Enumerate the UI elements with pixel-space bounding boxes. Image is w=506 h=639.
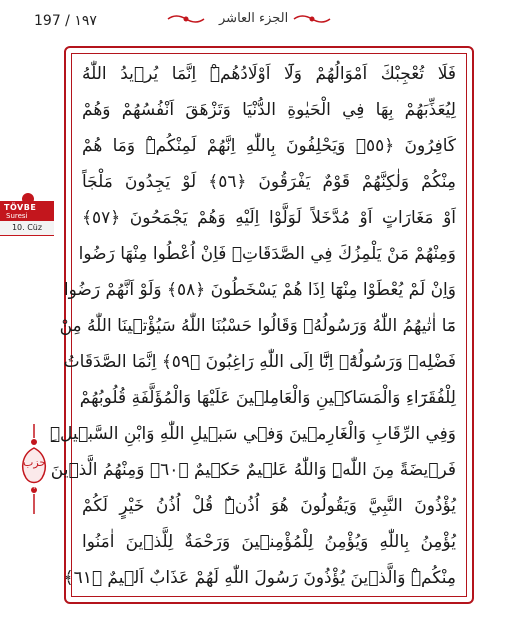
text-line: لِيُعَذِّبَهُمْ بِهَا فِي الْحَيٰوةِ الدُّنْيَا وَتَزْهَقَ اَنْفُسُهُمْ وَهُمْ (82, 100, 456, 120)
surah-label: Suresi (6, 212, 28, 220)
ornament-left-icon (166, 13, 206, 25)
text-line: فَر۪يضَةً مِنَ اللّٰهِۜ وَاللّٰهُ عَل۪يمٌ حَك۪يمٌ ﴿٦٠﴾ وَمِنْهُمُ الَّذ۪ينَ (50, 460, 456, 480)
text-line: يُؤْمِنُ بِاللّٰهِ وَيُؤْمِنُ لِلْمُؤْمِن۪ينَ وَرَحْمَةٌ لِلَّذ۪ينَ اٰمَنُوا (82, 532, 456, 552)
quran-text (49, 56, 457, 596)
text-line: مِنْكُمْۜ وَالَّذ۪ينَ يُؤْذُونَ رَسُولَ اللّٰهِ لَهُمْ عَذَابٌ اَل۪يمٌ ﴿٦١﴾ (63, 568, 456, 588)
hizb-ornament-icon (17, 424, 51, 514)
text-line: لِلْفُقَرَٓاءِ وَالْمَسَاك۪ينِ وَالْعَامِل۪ينَ عَلَيْهَا وَالْمُؤَلَّفَةِ قُلُوبُهُمْ (79, 388, 456, 408)
text-line: كَافِرُونَ ﴿٥٥﴾ وَيَحْلِفُونَ بِاللّٰهِ اِنَّهُمْ لَمِنْكُمْۜ وَمَا هُمْ (82, 136, 456, 156)
surah-name: TÖVBE (4, 203, 37, 212)
hizb-number: ١ (32, 483, 36, 491)
hizb-marker (17, 424, 51, 514)
text-line: يُؤْذُونَ النَّبِيَّ وَيَقُولُونَ هُوَ اُذُنٌۜ قُلْ اُذُنُ خَيْرٍ لَكُمْ (82, 496, 456, 516)
text-line: وَفِي الرِّقَابِ وَالْغَارِم۪ينَ وَف۪ي سَب۪يلِ اللّٰهِ وَابْنِ السَّب۪يلِۜ (49, 424, 456, 444)
text-line: فَلَا تُعْجِبْكَ اَمْوَالُهُمْ وَلَٓا اَوْلَادُهُمْۜ اِنَّمَا يُر۪يدُ اللّٰهُ (82, 64, 456, 84)
juz-label: 10. Cüz (0, 221, 54, 236)
text-line: مَٓا اٰتٰيهُمُ اللّٰهُ وَرَسُولُهُۙ وَقَالُوا حَسْبُنَا اللّٰهُ سَيُؤْت۪ينَا اللّٰهُ مِنْ (59, 316, 456, 336)
text-line: اَوْ مَغَارَاتٍ اَوْ مُدَّخَلاً لَوَلَّوْا اِلَيْهِ وَهُمْ يَجْمَحُونَ ﴿٥٧﴾ (82, 208, 456, 228)
text-line: وَاِنْ لَمْ يُعْطَوْا مِنْهَٓا اِذَا هُمْ يَسْخَطُونَ ﴿٥٨﴾ وَلَوْ اَنَّهُمْ رَضُوا (63, 280, 456, 300)
juz-title: الجزء العاشر (219, 11, 289, 26)
ornament-right-icon (292, 13, 332, 25)
surah-tab[interactable] (0, 193, 54, 239)
text-line: فَضْلِه۪ وَرَسُولُهُٓۙ اِنَّٓا اِلَى اللّٰهِ رَاغِبُونَ ﴿٥٩﴾ اِنَّمَا الصَّدَقَاتُ (63, 352, 456, 372)
hizb-label: حزب (23, 456, 47, 469)
text-line: مِنْكُمْ وَلٰكِنَّهُمْ قَوْمٌ يَفْرَقُونَ ﴿٥٦﴾ لَوْ يَجِدُونَ مَلْجَاً (82, 172, 457, 192)
text-line: وَمِنْهُمْ مَنْ يَلْمِزُكَ فِي الصَّدَقَاتِۚ فَاِنْ اُعْطُوا مِنْهَا رَضُوا (78, 244, 456, 264)
page-header (0, 0, 506, 40)
page-number: 197 / ١٩٧ (34, 13, 97, 29)
